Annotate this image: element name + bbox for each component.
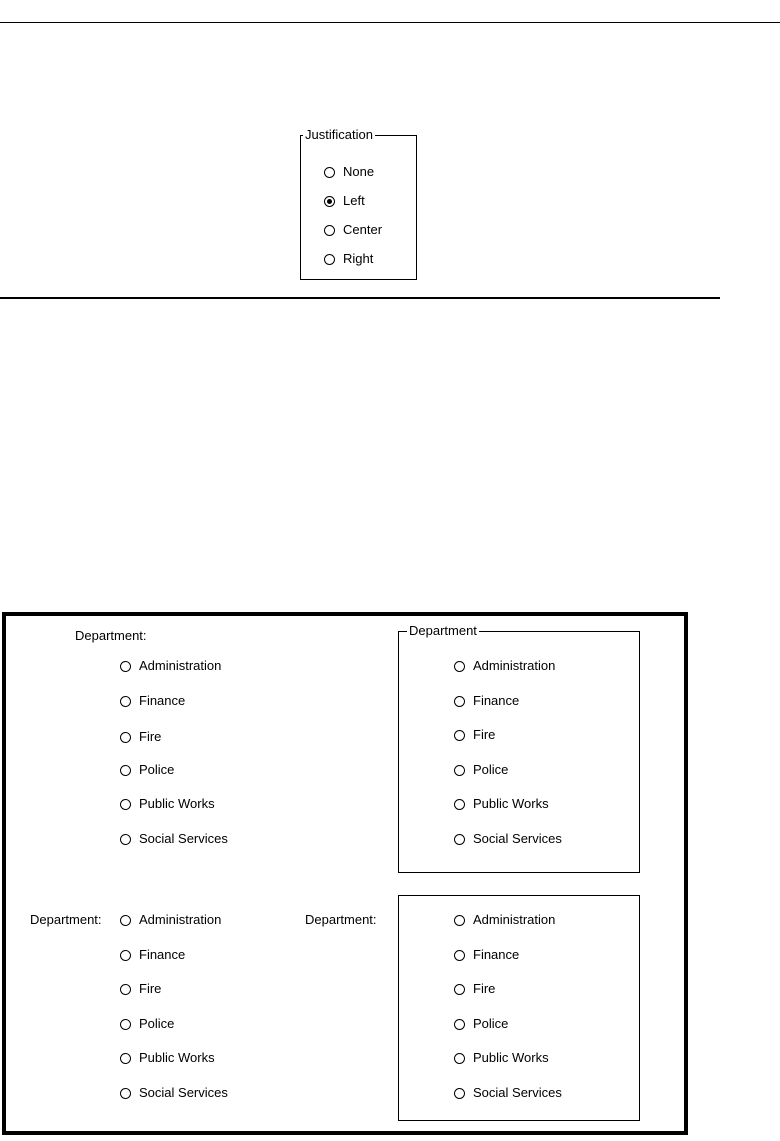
option-label: Police — [473, 762, 509, 777]
d-option-finance[interactable] — [454, 947, 519, 963]
c-option-police[interactable] — [120, 1016, 174, 1032]
radio-unchecked-icon — [454, 950, 465, 961]
option-label: Public Works — [139, 796, 215, 811]
radio-checked-icon — [324, 196, 335, 207]
justification-option-center[interactable] — [324, 222, 382, 238]
option-label: Fire — [473, 727, 496, 742]
option-label: Fire — [139, 981, 162, 996]
radio-unchecked-icon — [120, 732, 131, 743]
top-divider — [0, 22, 780, 23]
department-label-d: Department: — [305, 912, 377, 927]
radio-unchecked-icon — [454, 1088, 465, 1099]
radio-unchecked-icon — [454, 834, 465, 845]
radio-unchecked-icon — [120, 696, 131, 707]
radio-unchecked-icon — [454, 661, 465, 672]
option-label: Administration — [473, 912, 556, 927]
option-label: Public Works — [139, 1050, 215, 1065]
b-option-social-services[interactable] — [454, 831, 562, 847]
option-label: Social Services — [473, 1085, 562, 1100]
justification-title: Justification — [305, 127, 373, 142]
d-option-social-services[interactable] — [454, 1085, 562, 1101]
b-option-fire[interactable] — [454, 727, 495, 743]
department-title-b: Department — [409, 623, 477, 638]
radio-unchecked-icon — [454, 765, 465, 776]
option-label: Police — [139, 1016, 175, 1031]
d-option-public-works[interactable] — [454, 1050, 549, 1066]
a-option-public-works[interactable] — [120, 796, 215, 812]
option-label: Finance — [473, 693, 520, 708]
option-label: None — [343, 164, 375, 179]
radio-unchecked-icon — [454, 915, 465, 926]
radio-unchecked-icon — [454, 730, 465, 741]
department-label-a: Department: — [75, 628, 147, 643]
c-option-public-works[interactable] — [120, 1050, 215, 1066]
option-label: Public Works — [473, 796, 549, 811]
radio-unchecked-icon — [120, 661, 131, 672]
radio-unchecked-icon — [120, 1019, 131, 1030]
d-option-fire[interactable] — [454, 981, 495, 997]
a-option-fire[interactable] — [120, 729, 161, 745]
option-label: Police — [139, 762, 175, 777]
d-option-administration[interactable] — [454, 912, 555, 928]
option-label: Finance — [139, 947, 186, 962]
option-label: Fire — [139, 729, 162, 744]
radio-unchecked-icon — [454, 799, 465, 810]
option-label: Left — [343, 193, 365, 208]
justification-option-left[interactable] — [324, 193, 365, 209]
justification-option-none[interactable] — [324, 164, 374, 180]
option-label: Administration — [139, 658, 222, 673]
radio-unchecked-icon — [454, 1053, 465, 1064]
radio-unchecked-icon — [324, 254, 335, 265]
a-option-administration[interactable] — [120, 658, 221, 674]
option-label: Police — [473, 1016, 509, 1031]
radio-unchecked-icon — [120, 1053, 131, 1064]
option-label: Administration — [473, 658, 556, 673]
option-label: Finance — [139, 693, 186, 708]
a-option-social-services[interactable] — [120, 831, 228, 847]
option-label: Finance — [473, 947, 520, 962]
radio-unchecked-icon — [454, 984, 465, 995]
radio-unchecked-icon — [454, 1019, 465, 1030]
c-option-fire[interactable] — [120, 981, 161, 997]
radio-unchecked-icon — [120, 1088, 131, 1099]
radio-unchecked-icon — [120, 765, 131, 776]
c-option-finance[interactable] — [120, 947, 185, 963]
radio-unchecked-icon — [120, 984, 131, 995]
b-option-finance[interactable] — [454, 693, 519, 709]
option-label: Fire — [473, 981, 496, 996]
option-label: Social Services — [139, 831, 228, 846]
justification-option-right[interactable] — [324, 251, 373, 267]
c-option-social-services[interactable] — [120, 1085, 228, 1101]
department-label-c: Department: — [30, 912, 102, 927]
a-option-finance[interactable] — [120, 693, 185, 709]
radio-unchecked-icon — [324, 167, 335, 178]
option-label: Public Works — [473, 1050, 549, 1065]
b-option-administration[interactable] — [454, 658, 555, 674]
c-option-administration[interactable] — [120, 912, 221, 928]
b-option-police[interactable] — [454, 762, 508, 778]
middle-divider — [0, 297, 720, 299]
a-option-police[interactable] — [120, 762, 174, 778]
radio-unchecked-icon — [454, 696, 465, 707]
option-label: Social Services — [473, 831, 562, 846]
radio-unchecked-icon — [120, 950, 131, 961]
option-label: Social Services — [139, 1085, 228, 1100]
radio-unchecked-icon — [120, 834, 131, 845]
radio-unchecked-icon — [120, 915, 131, 926]
option-label: Administration — [139, 912, 222, 927]
radio-unchecked-icon — [324, 225, 335, 236]
radio-unchecked-icon — [120, 799, 131, 810]
option-label: Center — [343, 222, 383, 237]
b-option-public-works[interactable] — [454, 796, 549, 812]
option-label: Right — [343, 251, 374, 266]
d-option-police[interactable] — [454, 1016, 508, 1032]
